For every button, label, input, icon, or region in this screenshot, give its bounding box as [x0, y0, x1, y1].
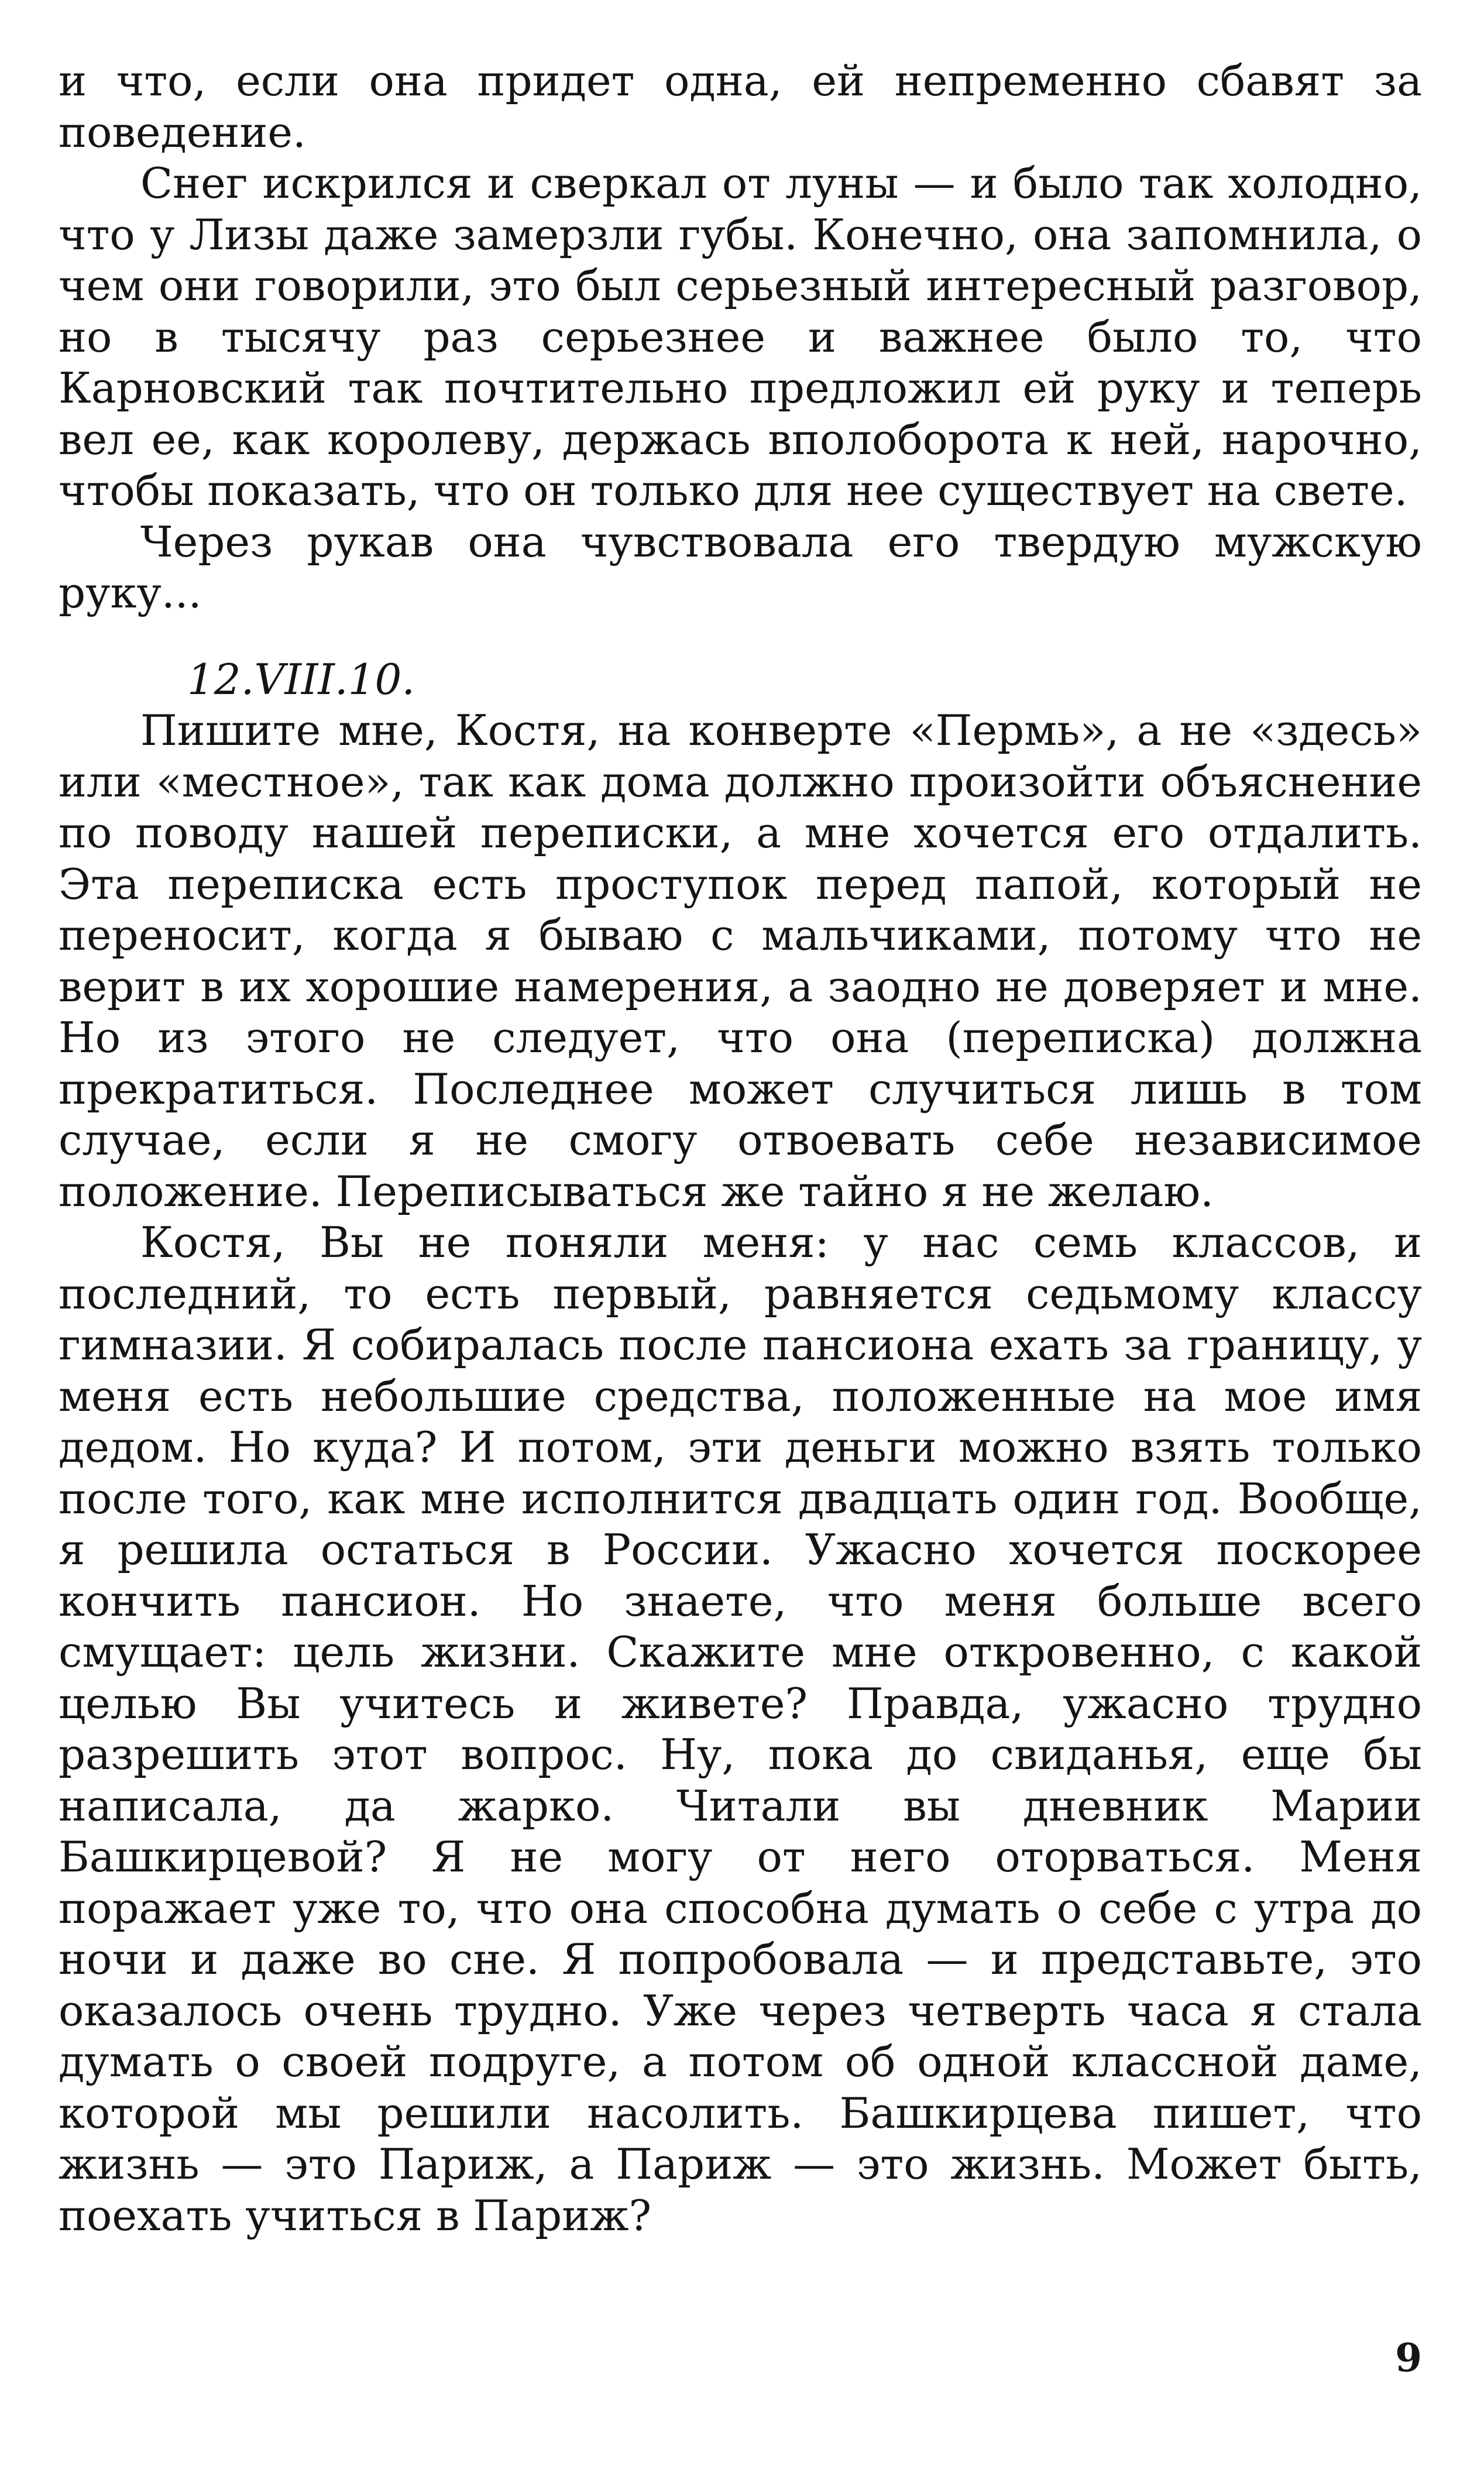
- paragraph-snow: Снег искрился и сверкал от луны — и было так холодно, что у Лизы даже замерзли губы. Конечно, она запомнила, о чем они говорили, это был серьезный интересный разговор, но в тысячу раз серьезнее и важнее было то, что Карновский так почтительно предложил ей руку и теперь вел ее, как королеву, держась вполоборота к ней, нарочно, чтобы показать, что он только для нее существует на свете.: [59, 159, 1422, 515]
- paragraph-letter-kostya: Костя, Вы не поняли меня: у нас семь классов, и последний, то есть первый, равняется седьмому классу гимназии. Я собиралась после пансиона ехать за границу, у меня есть небольшие средства, положенные на мое имя дедом. Но куда? И потом, эти деньги можно взять только после того, как мне исполнится двадцать один год. Вообще, я решила остаться в России. Ужасно хочется поскорее кончить пансион. Но знаете, что меня больше всего смущает: цель жизни. Скажите мне откровенно, с какой целью Вы учитесь и живете? Правда, ужасно трудно разрешить этот вопрос. Ну, пока до свиданья, еще бы написала, да жарко. Читали вы дневник Марии Башкирцевой? Я не могу от него оторваться. Меня поражает уже то, что она способна думать о себе с утра до ночи и даже во сне. Я попробовала — и представьте, это оказалось очень трудно. Уже через четверть часа я стала думать о своей подруге, а потом об одной классной даме, которой мы решили насолить. Башкирцева пишет, что жизнь — это Париж, а Париж — это жизнь. Может быть, поехать учиться в Париж?: [59, 1218, 1422, 2240]
- paragraph-continuation: и что, если она придет одна, ей непременно сбавят за поведение.: [59, 56, 1422, 157]
- letter-date: 12.VIII.10.: [187, 654, 415, 704]
- paragraph-sleeve: Через рукав она чувствовала его твердую мужскую руку...: [59, 517, 1422, 617]
- page-number: 9: [1395, 2335, 1422, 2381]
- page-text: [59, 56, 1422, 2241]
- paragraph-letter-perm: Пишите мне, Костя, на конверте «Пермь», а не «здесь» или «местное», так как дома должно произойти объяснение по поводу нашей переписки, а мне хочется его отдалить. Эта переписка есть проступок перед папой, который не переносит, когда я бываю с мальчиками, потому что не верит в их хорошие намерения, а заодно не доверяет и мне. Но из этого не следует, что она (переписка) должна прекратиться. Последнее может случиться лишь в том случае, если я не смогу отвоевать себе независимое положение. Переписываться же тайно я не желаю.: [59, 706, 1422, 1216]
